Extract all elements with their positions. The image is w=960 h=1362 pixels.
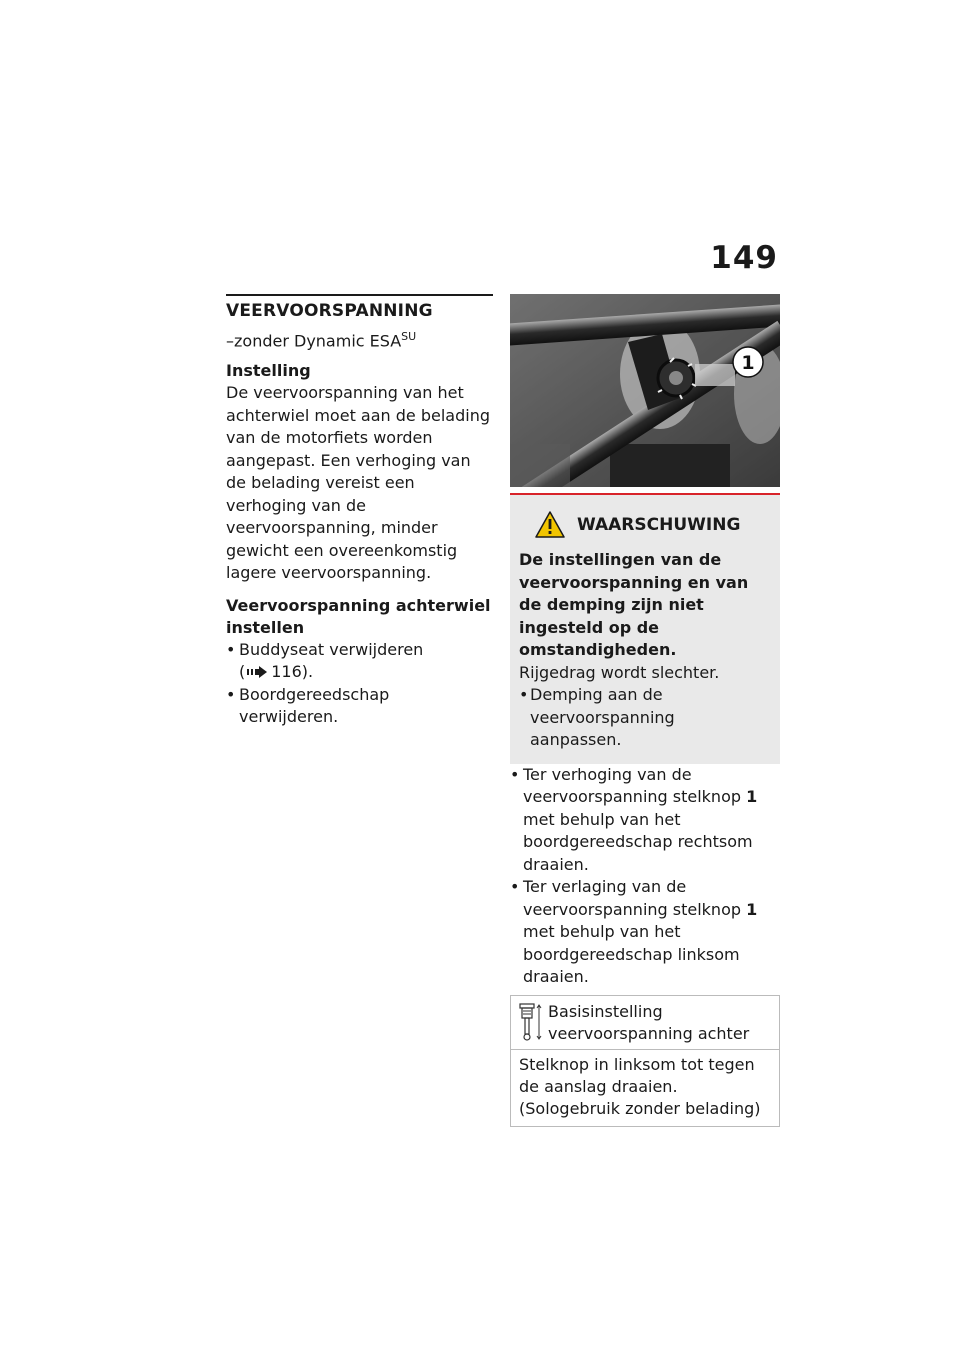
list-item: • Demping aan de veervoorspanning aanpassen. — [519, 684, 770, 752]
warning-measures — [519, 684, 770, 752]
warning-box — [510, 493, 780, 764]
section-rule — [226, 294, 493, 296]
spec-value: Stelknop in linksom tot tegen de aanslag draaien. (Sologebruik zonder belading) — [519, 1054, 761, 1118]
step-text-post: met behulp van het boordgereedschap linksom draaien. — [523, 922, 740, 986]
warning-title: WAARSCHUWING — [577, 514, 741, 535]
spec-label: Basisinstelling veervoorspanning achter — [548, 1001, 750, 1043]
step-text-pre: Ter verhoging van de veervoorspanning stelknop — [523, 764, 747, 806]
spec-table — [510, 995, 780, 1127]
subtitle-text: –zonder Dynamic ESA — [226, 331, 402, 351]
adjustment-steps — [510, 764, 780, 989]
section-title: VEERVOORSPANNING — [226, 301, 433, 321]
right-column — [510, 294, 780, 1127]
warning-hazard: De instellingen van de veervoorspanning en van de demping zijn niet ingesteld op de omstandigheden. — [519, 550, 749, 659]
step-callout-ref: 1 — [746, 787, 758, 806]
instelling-heading: Instelling — [226, 361, 311, 381]
procedure-list — [226, 639, 493, 729]
shock-preload-photo — [510, 294, 780, 487]
procedure-block — [226, 595, 493, 729]
warning-triangle-icon — [535, 511, 565, 538]
procedure-heading: Veervoorspanning achterwiel instellen — [226, 595, 491, 637]
step-text-post: met behulp van het boordgereedschap rechtsom draaien. — [523, 809, 753, 874]
step-callout-ref: 1 — [746, 899, 758, 919]
step-text: Buddyseat verwijderen — [239, 639, 424, 659]
step-text-pre: Ter verlaging van de veervoorspanning stelknop — [523, 877, 747, 919]
subtitle-superscript: SU — [401, 330, 417, 343]
instelling-text: De veervoorspanning van het achterwiel moet aan de belading van de motorfiets worden aangepast. Een verhoging van de belading vereist een verhoging van de veervoorspanning, minder gewicht een overeenkomstig lagere veervoorspanning. — [226, 383, 490, 583]
list-item — [226, 639, 493, 684]
section-subtitle — [226, 330, 493, 350]
list-item — [510, 876, 780, 989]
figure-callout: 1 — [741, 352, 755, 374]
page-number: 149 — [710, 240, 778, 276]
warning-consequence: Rijgedrag wordt slechter. — [519, 662, 720, 682]
list-item — [510, 764, 780, 877]
spec-header-row — [511, 996, 779, 1050]
instelling-block — [226, 360, 493, 585]
page-reference[interactable]: 116). — [271, 662, 314, 682]
warning-header — [535, 511, 770, 538]
list-item: • Boordgereedschap verwijderen. — [226, 684, 493, 729]
left-column — [226, 294, 493, 729]
spec-icon-cell — [511, 996, 546, 1049]
page-reference-arrow-icon — [247, 666, 267, 678]
shock-absorber-icon — [514, 1002, 544, 1042]
ref-open: ( — [239, 662, 246, 682]
